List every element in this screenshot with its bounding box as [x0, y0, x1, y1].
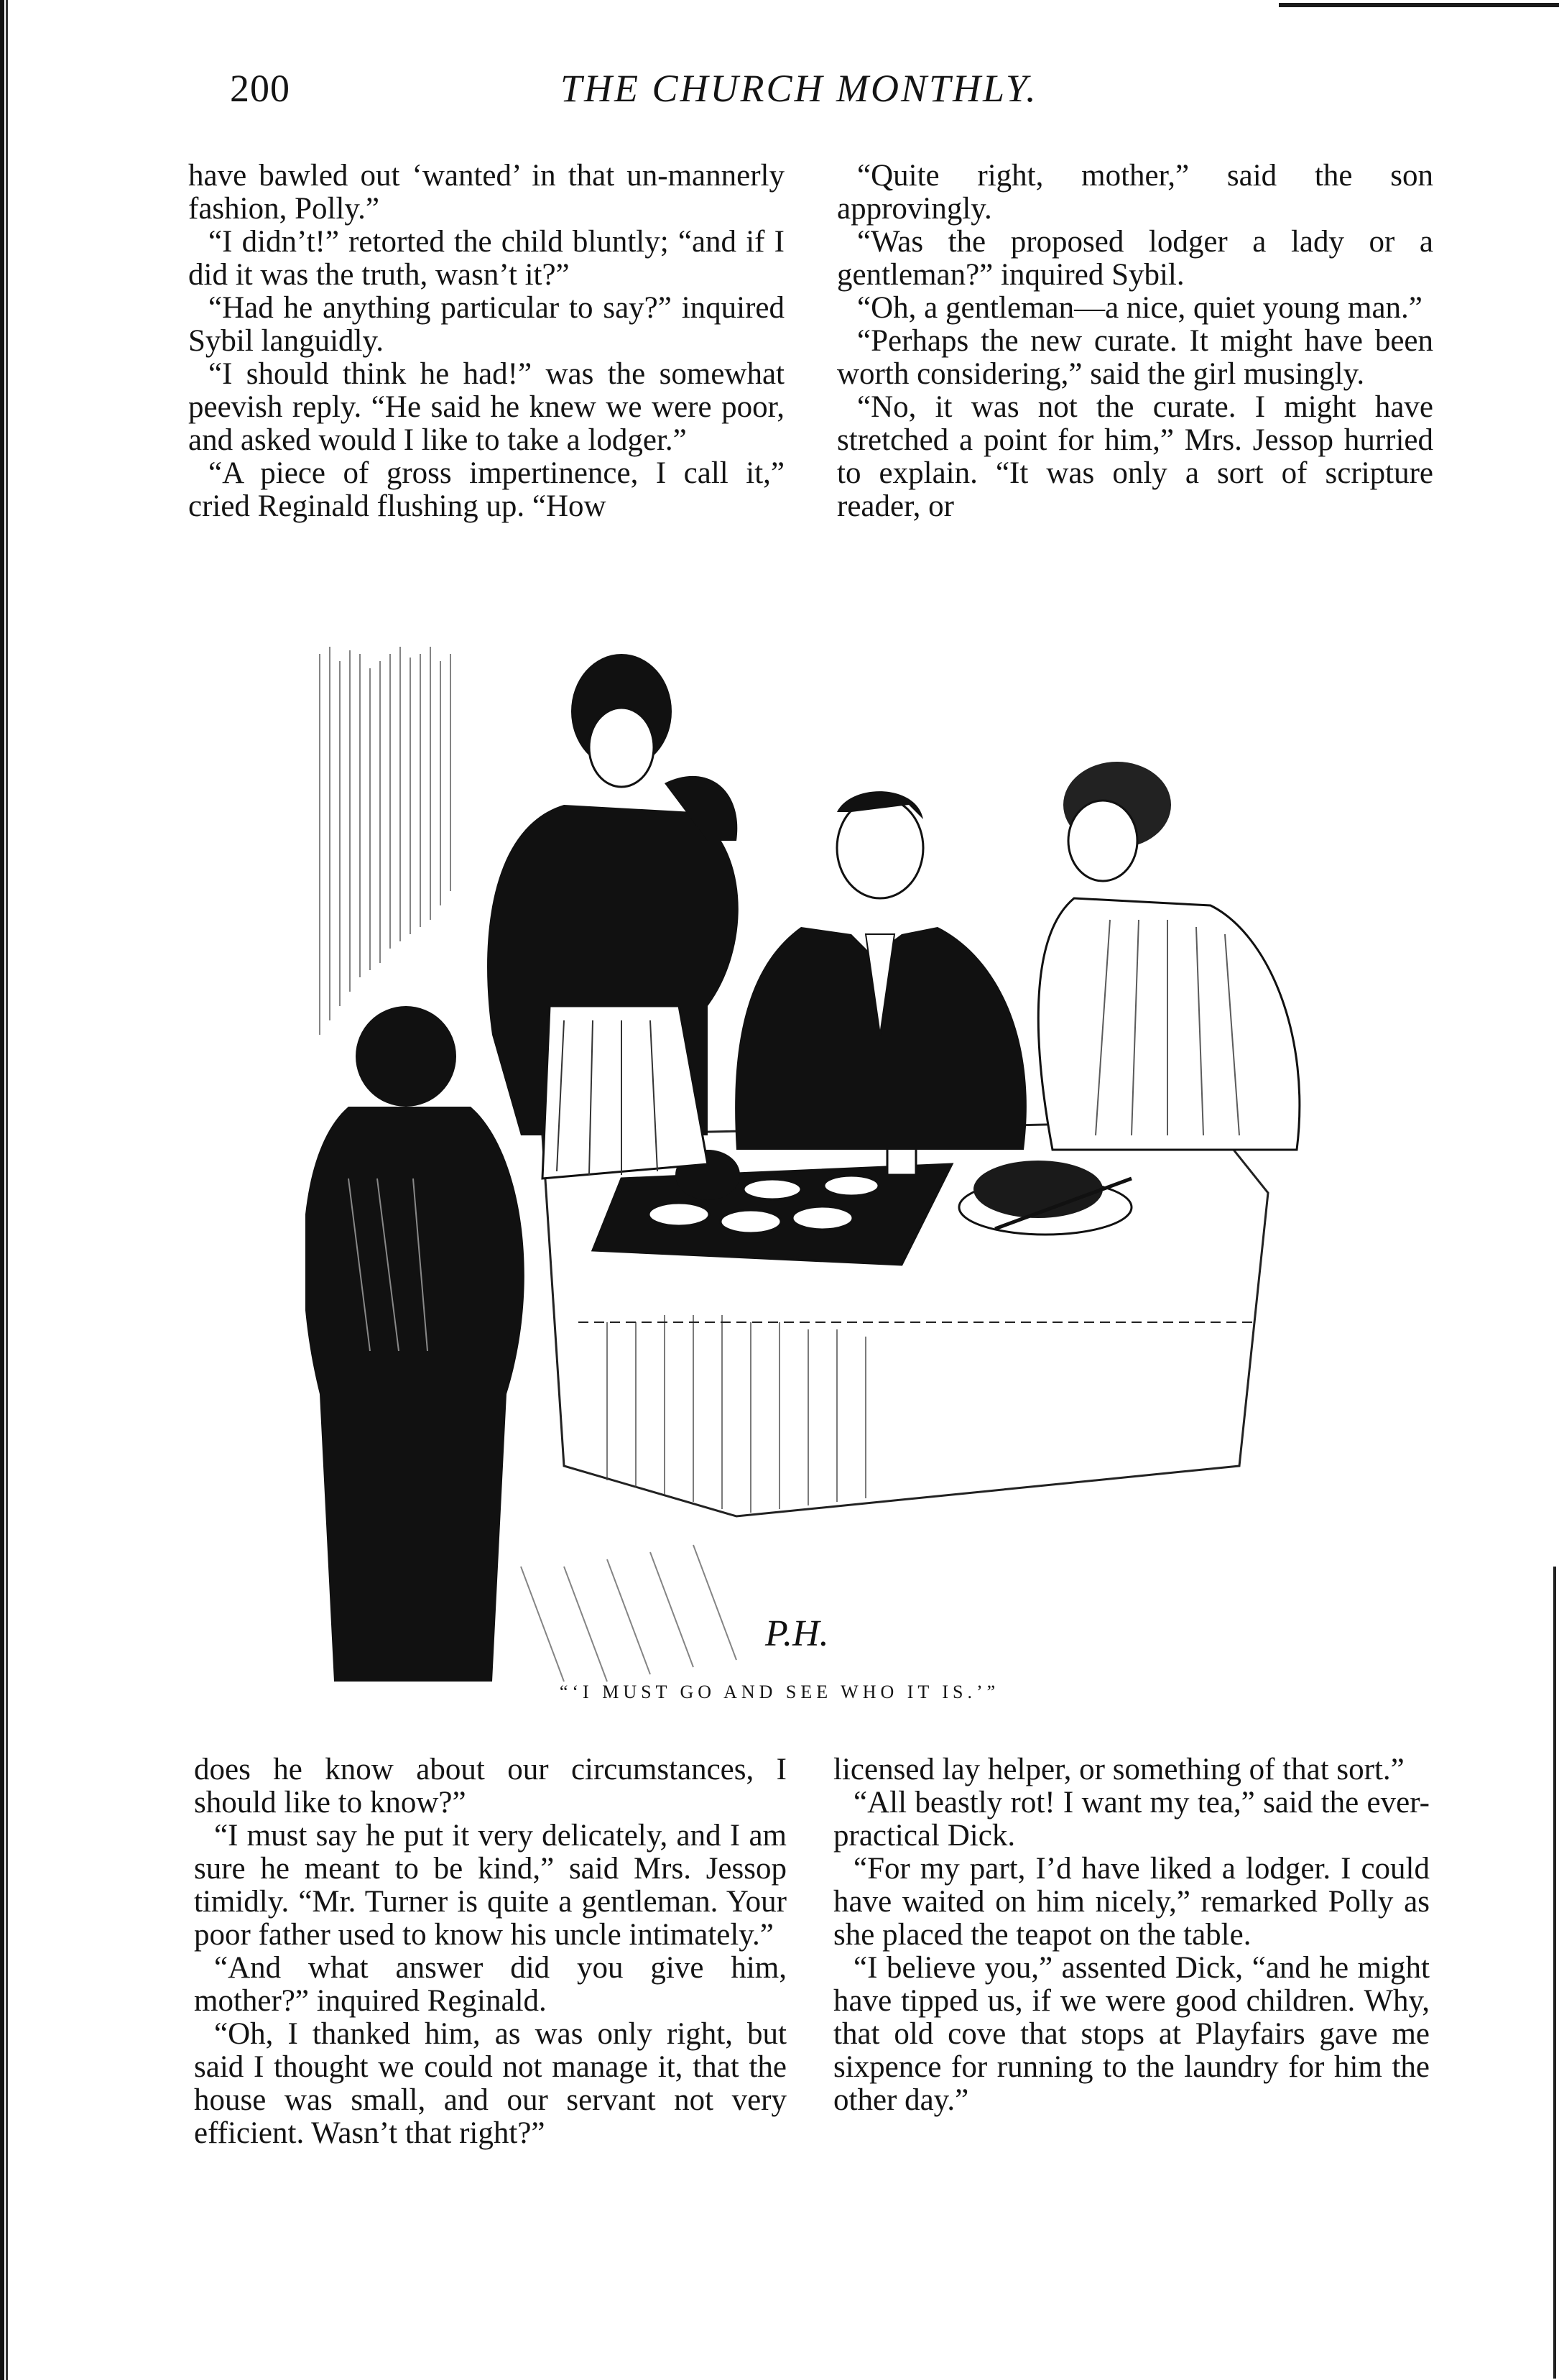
paragraph: “Quite right, mother,” said the son approvingly.	[837, 159, 1433, 226]
column-top-left	[188, 160, 785, 523]
artist-signature: P.H.	[765, 1613, 829, 1654]
paragraph: “All beastly rot! I want my tea,” said the ever-practical Dick.	[833, 1786, 1430, 1853]
paragraph: “Perhaps the new curate. It might have been worth considering,” said the girl musingly.	[837, 324, 1433, 391]
column-top-right	[837, 160, 1433, 523]
paragraph: “Had he anything particular to say?” inquired Sybil languidly.	[188, 291, 785, 358]
running-head: THE CHURCH MONTHLY.	[560, 67, 1038, 110]
paragraph: “Was the proposed lodger a lady or a gentleman?” inquired Sybil.	[837, 225, 1433, 292]
page-edge-left	[0, 0, 4, 2380]
top-rule	[1279, 3, 1559, 7]
illustration-tea-table-scene	[305, 632, 1326, 1703]
paragraph: have bawled out ‘wanted’ in that un-mannerly fashion, Polly.”	[188, 159, 785, 226]
paragraph: “No, it was not the curate. I might have stretched a point for him,” Mrs. Jessop hurried to explain. “It was only a sort of scripture reader, or	[837, 390, 1433, 523]
column-bottom-left	[194, 1753, 787, 2150]
paragraph: “And what answer did you give him, mother?” inquired Reginald.	[194, 1951, 787, 2018]
paragraph: “I didn’t!” retorted the child bluntly; “and if I did it was the truth, wasn’t it?”	[188, 225, 785, 292]
paragraph: “Oh, I thanked him, as was only right, but said I thought we could not manage it, that the house was small, and our servant not very efficient. Wasn’t that right?”	[194, 2017, 787, 2150]
paragraph: “Oh, a gentleman—a nice, quiet young man.”	[857, 291, 1422, 325]
paragraph: licensed lay helper, or something of that sort.”	[833, 1753, 1405, 1786]
paragraph: “A piece of gross impertinence, I call it,” cried Reginald flushing up. “How	[188, 456, 785, 523]
paragraph: “I must say he put it very delicately, and I am sure he meant to be kind,” said Mrs. Jessop timidly. “Mr. Turner is quite a gentleman. Your poor father used to know his uncle intimately.”	[194, 1819, 787, 1952]
column-bottom-right	[833, 1753, 1430, 2117]
paragraph: “For my part, I’d have liked a lodger. I could have waited on him nicely,” remarked Polly as she placed the teapot on the table.	[833, 1852, 1430, 1952]
page-edge-left-inner	[6, 0, 8, 2380]
illustration-caption: “‘I MUST GO AND SEE WHO IT IS.’”	[559, 1682, 1000, 1702]
paragraph: does he know about our circumstances, I should like to know?”	[194, 1753, 787, 1819]
paragraph: “I should think he had!” was the somewhat peevish reply. “He said he knew we were poor, and asked would I like to take a lodger.”	[188, 357, 785, 457]
paragraph: “I believe you,” assented Dick, “and he might have tipped us, if we were good children. Why, that old cove that stops at Playfairs gave me sixpence for running to the laundry for him the other day.”	[833, 1951, 1430, 2117]
page-number: 200	[230, 67, 290, 110]
